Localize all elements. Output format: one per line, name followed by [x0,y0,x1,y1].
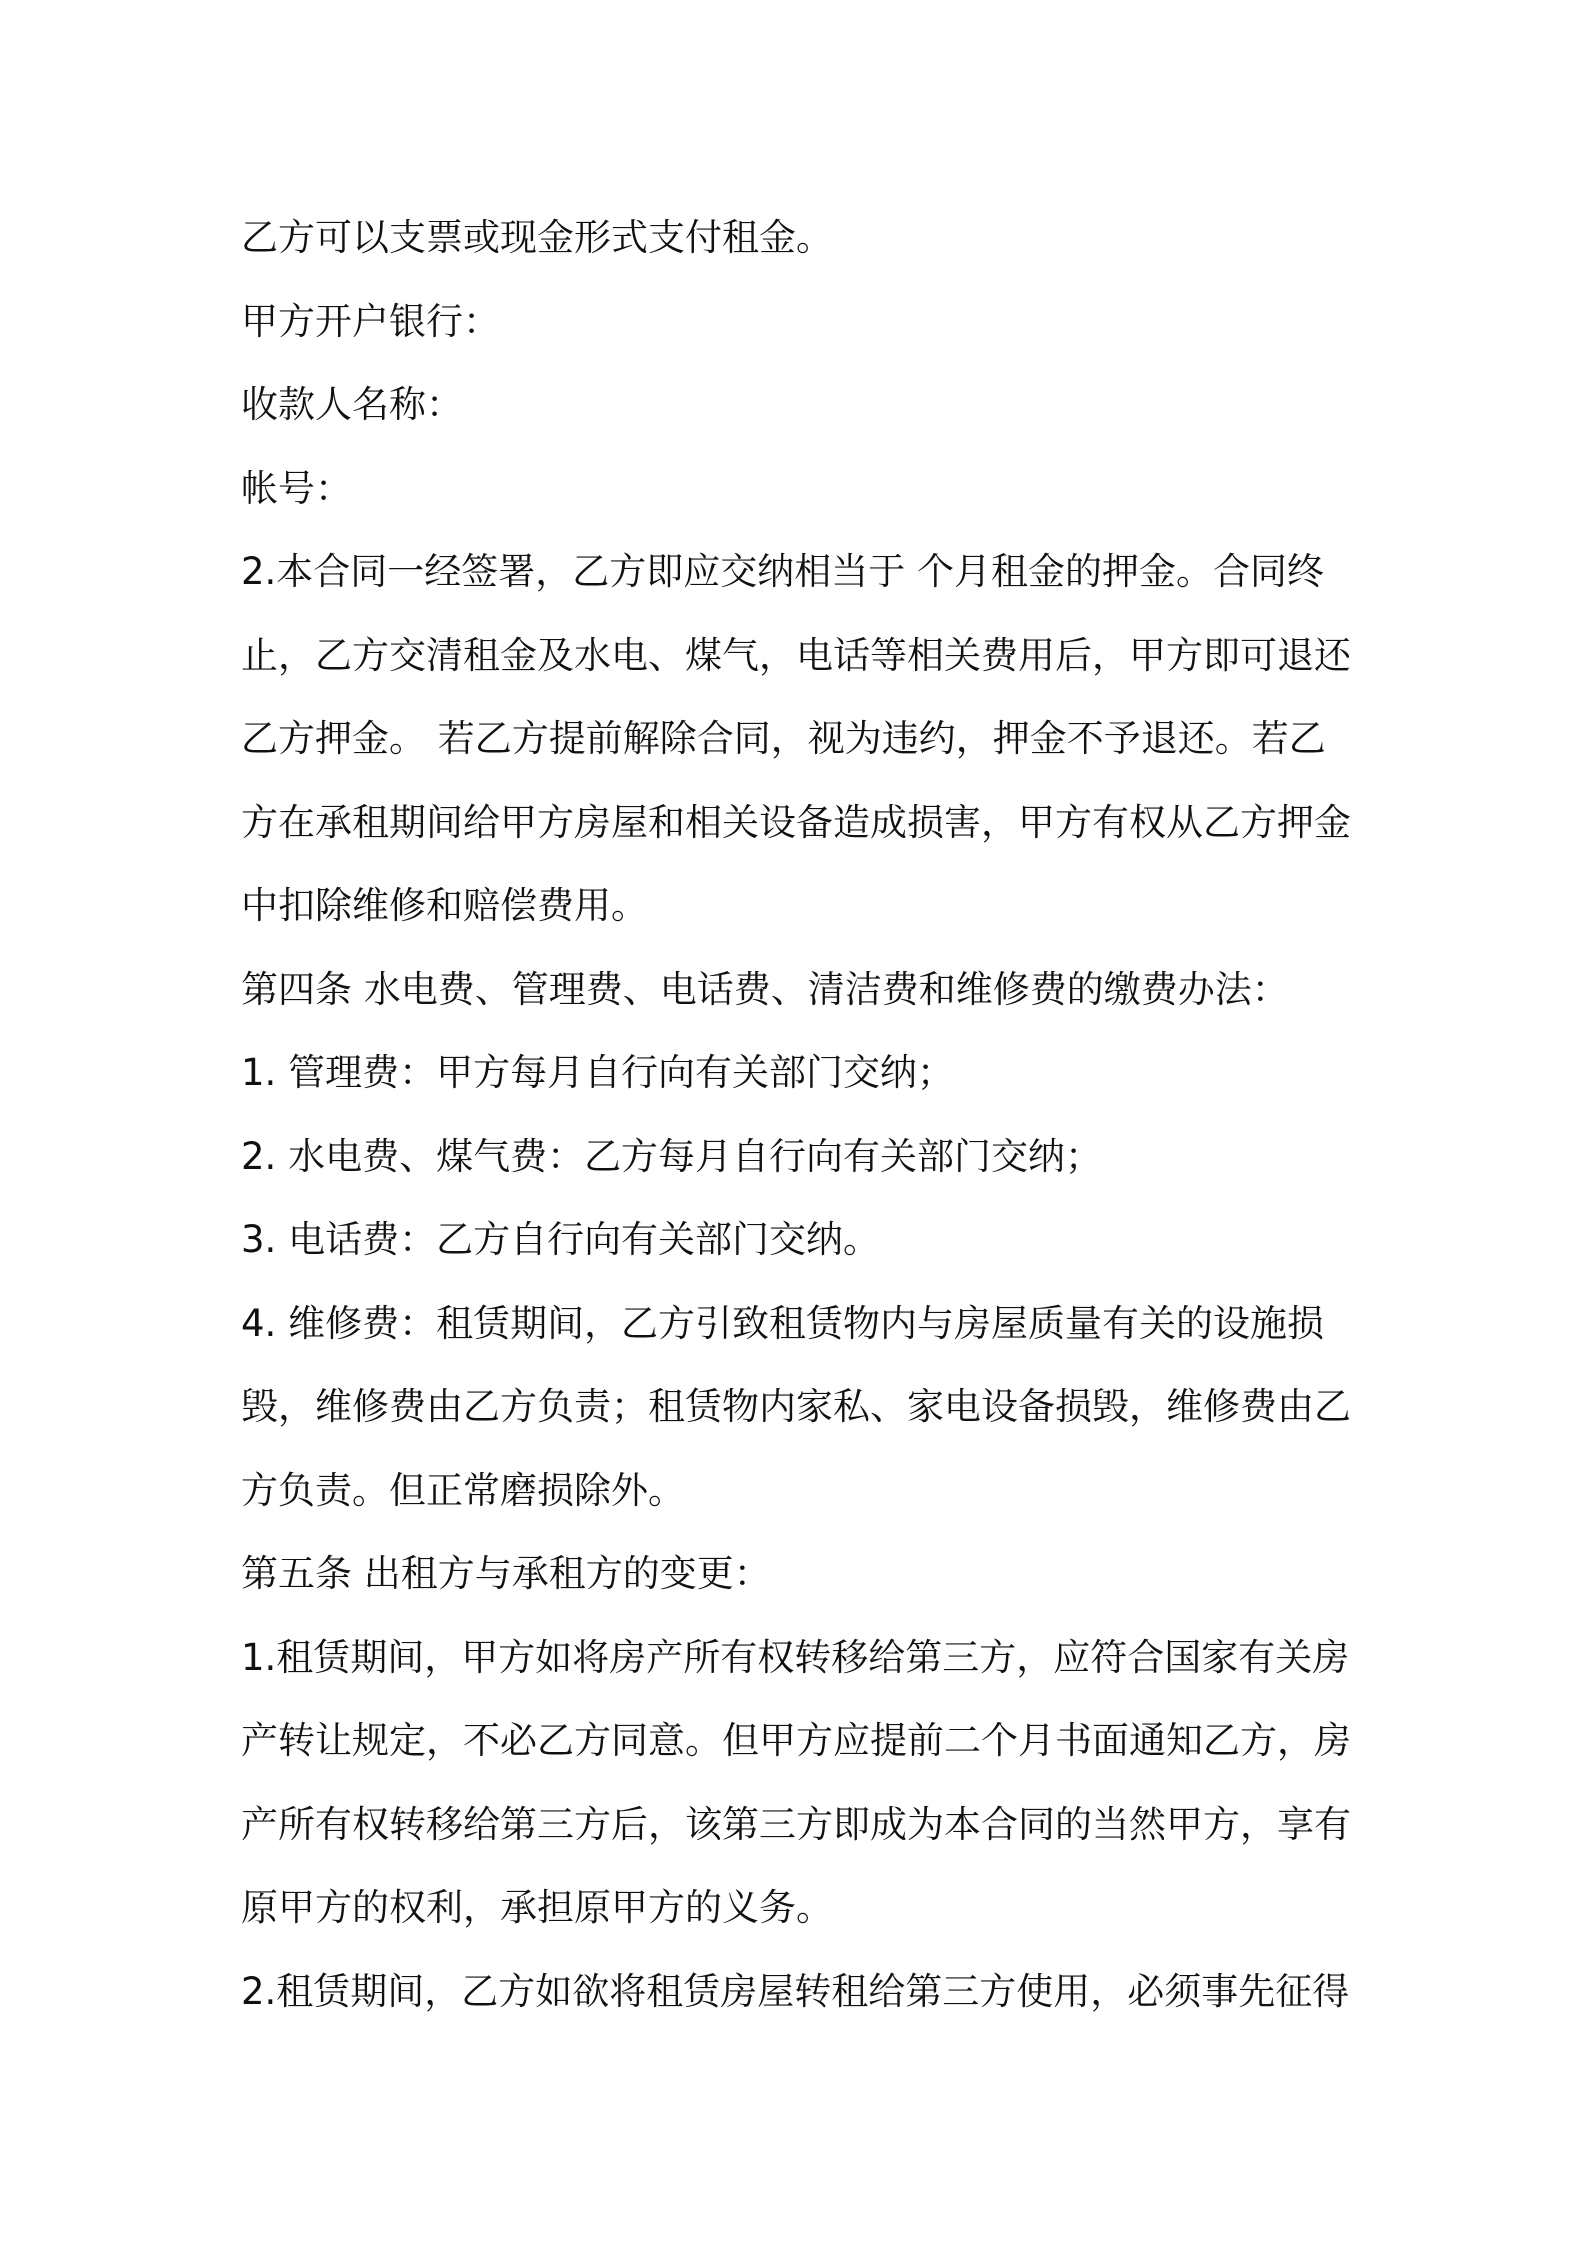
text-line: 3. 电话费：乙方自行向有关部门交纳。 [241,1218,881,1261]
text-line: 中扣除维修和赔偿费用。 [241,884,648,927]
text-line: 乙方押金。 若乙方提前解除合同，视为违约，押金不予退还。若乙 [241,717,1326,760]
text-line: 4. 维修费：租赁期间，乙方引致租赁物内与房屋质量有关的设施损 [241,1301,1325,1345]
text-line: 产所有权转移给第三方后，该第三方即成为本合同的当然甲方，享有 [241,1802,1351,1846]
text-line: 产转让规定，不必乙方同意。但甲方应提前二个月书面通知乙方，房 [241,1719,1351,1762]
text-line: 乙方可以支票或现金形式支付租金。 [241,216,833,259]
section-heading: 第五条 出租方与承租方的变更： [241,1552,771,1595]
text-line: 甲方开户银行： [241,299,500,343]
text-line: 原甲方的权利，承担原甲方的义务。 [241,1886,833,1929]
text-line: 2. 水电费、煤气费：乙方每月自行向有关部门交纳； [241,1134,1103,1178]
text-line: 帐号： [241,466,352,510]
text-line: 毁，维修费由乙方负责；租赁物内家私、家电设备损毁，维修费由乙 [241,1385,1351,1428]
text-line: 2.本合同一经签署，乙方即应交纳相当于 个月租金的押金。合同终 [241,550,1325,593]
text-line: 方负责。但正常磨损除外。 [241,1468,685,1512]
text-line: 1.租赁期间，甲方如将房产所有权转移给第三方，应符合国家有关房 [241,1635,1350,1679]
text-line: 方在承租期间给甲方房屋和相关设备造成损害，甲方有权从乙方押金 [241,800,1351,844]
text-line: 收款人名称： [241,383,463,426]
text-line: 2.租赁期间，乙方如欲将租赁房屋转租给第三方使用，必须事先征得 [241,1969,1350,2013]
document-body [241,196,1361,2033]
text-line: 止，乙方交清租金及水电、煤气，电话等相关费用后，甲方即可退还 [241,633,1351,677]
text-line: 1. 管理费：甲方每月自行向有关部门交纳； [241,1051,955,1094]
section-heading: 第四条 水电费、管理费、电话费、清洁费和维修费的缴费办法： [241,967,1289,1011]
